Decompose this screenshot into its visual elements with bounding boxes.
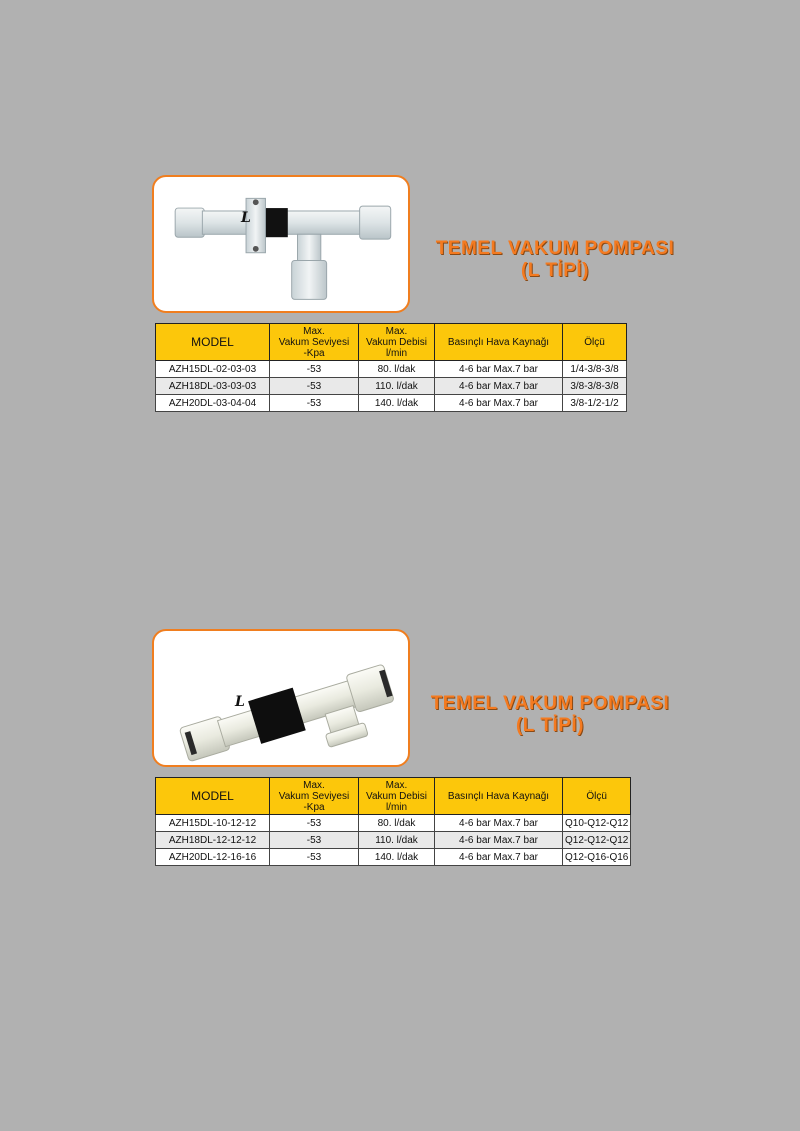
- cell-flow: 80. l/dak: [359, 815, 435, 832]
- cell-model: AZH18DL-03-03-03: [156, 378, 270, 395]
- col-vacuum-level: Max. Vakum Seviyesi -Kpa: [270, 778, 359, 815]
- col-vacuum-level: Max. Vakum Seviyesi -Kpa: [270, 324, 359, 361]
- cell-air: 4-6 bar Max.7 bar: [435, 815, 563, 832]
- table-header-row: [156, 324, 627, 361]
- product-title-2: [400, 693, 700, 737]
- cell-size: Q12-Q16-Q16: [563, 849, 631, 866]
- cell-air: 4-6 bar Max.7 bar: [435, 832, 563, 849]
- product-photo-2: [152, 629, 410, 767]
- cell-vacuum: -53: [270, 395, 359, 412]
- col-model: MODEL: [156, 324, 270, 361]
- table-row: [156, 815, 631, 832]
- cell-model: AZH15DL-10-12-12: [156, 815, 270, 832]
- cell-size: 3/8-1/2-1/2: [563, 395, 627, 412]
- col-air-supply: Basınçlı Hava Kaynağı: [435, 778, 563, 815]
- cell-model: AZH20DL-12-16-16: [156, 849, 270, 866]
- cell-vacuum: -53: [270, 378, 359, 395]
- table-row: [156, 378, 627, 395]
- cell-vacuum: -53: [270, 361, 359, 378]
- table-row: [156, 395, 627, 412]
- col-size: Ölçü: [563, 778, 631, 815]
- cell-size: Q10-Q12-Q12: [563, 815, 631, 832]
- product-subtitle: (L TİPİ): [515, 715, 585, 736]
- product-photo-label-1: L: [241, 210, 251, 226]
- col-vacuum-flow: Max. Vakum Debisi l/min: [359, 778, 435, 815]
- cell-air: 4-6 bar Max.7 bar: [435, 378, 563, 395]
- cell-flow: 110. l/dak: [359, 378, 435, 395]
- cell-air: 4-6 bar Max.7 bar: [435, 361, 563, 378]
- col-vacuum-flow: Max. Vakum Debisi l/min: [359, 324, 435, 361]
- table-header-row: [156, 778, 631, 815]
- push-in-vacuum-ejector-image: [154, 631, 408, 765]
- product-photo-1: [152, 175, 410, 313]
- cell-air: 4-6 bar Max.7 bar: [435, 849, 563, 866]
- cell-flow: 110. l/dak: [359, 832, 435, 849]
- cell-model: AZH15DL-02-03-03: [156, 361, 270, 378]
- threaded-vacuum-ejector-image: [154, 177, 408, 311]
- product-photo-label-2: L: [235, 694, 245, 710]
- col-model: MODEL: [156, 778, 270, 815]
- product-subtitle: (L TİPİ): [520, 260, 590, 281]
- spec-table-2: [155, 777, 631, 866]
- spec-table-1: [155, 323, 627, 412]
- col-size: Ölçü: [563, 324, 627, 361]
- product-title-line-1: TEMEL VAKUM POMPASI: [435, 238, 675, 259]
- product-title-1: [405, 238, 705, 282]
- cell-vacuum: -53: [270, 849, 359, 866]
- cell-size: 1/4-3/8-3/8: [563, 361, 627, 378]
- table-row: [156, 832, 631, 849]
- product-title-line-1: TEMEL VAKUM POMPASI: [430, 693, 670, 714]
- cell-vacuum: -53: [270, 815, 359, 832]
- cell-size: Q12-Q12-Q12: [563, 832, 631, 849]
- cell-size: 3/8-3/8-3/8: [563, 378, 627, 395]
- cell-vacuum: -53: [270, 832, 359, 849]
- cell-model: AZH18DL-12-12-12: [156, 832, 270, 849]
- col-air-supply: Basınçlı Hava Kaynağı: [435, 324, 563, 361]
- table-row: [156, 849, 631, 866]
- cell-model: AZH20DL-03-04-04: [156, 395, 270, 412]
- cell-flow: 140. l/dak: [359, 395, 435, 412]
- cell-flow: 140. l/dak: [359, 849, 435, 866]
- cell-flow: 80. l/dak: [359, 361, 435, 378]
- cell-air: 4-6 bar Max.7 bar: [435, 395, 563, 412]
- table-row: [156, 361, 627, 378]
